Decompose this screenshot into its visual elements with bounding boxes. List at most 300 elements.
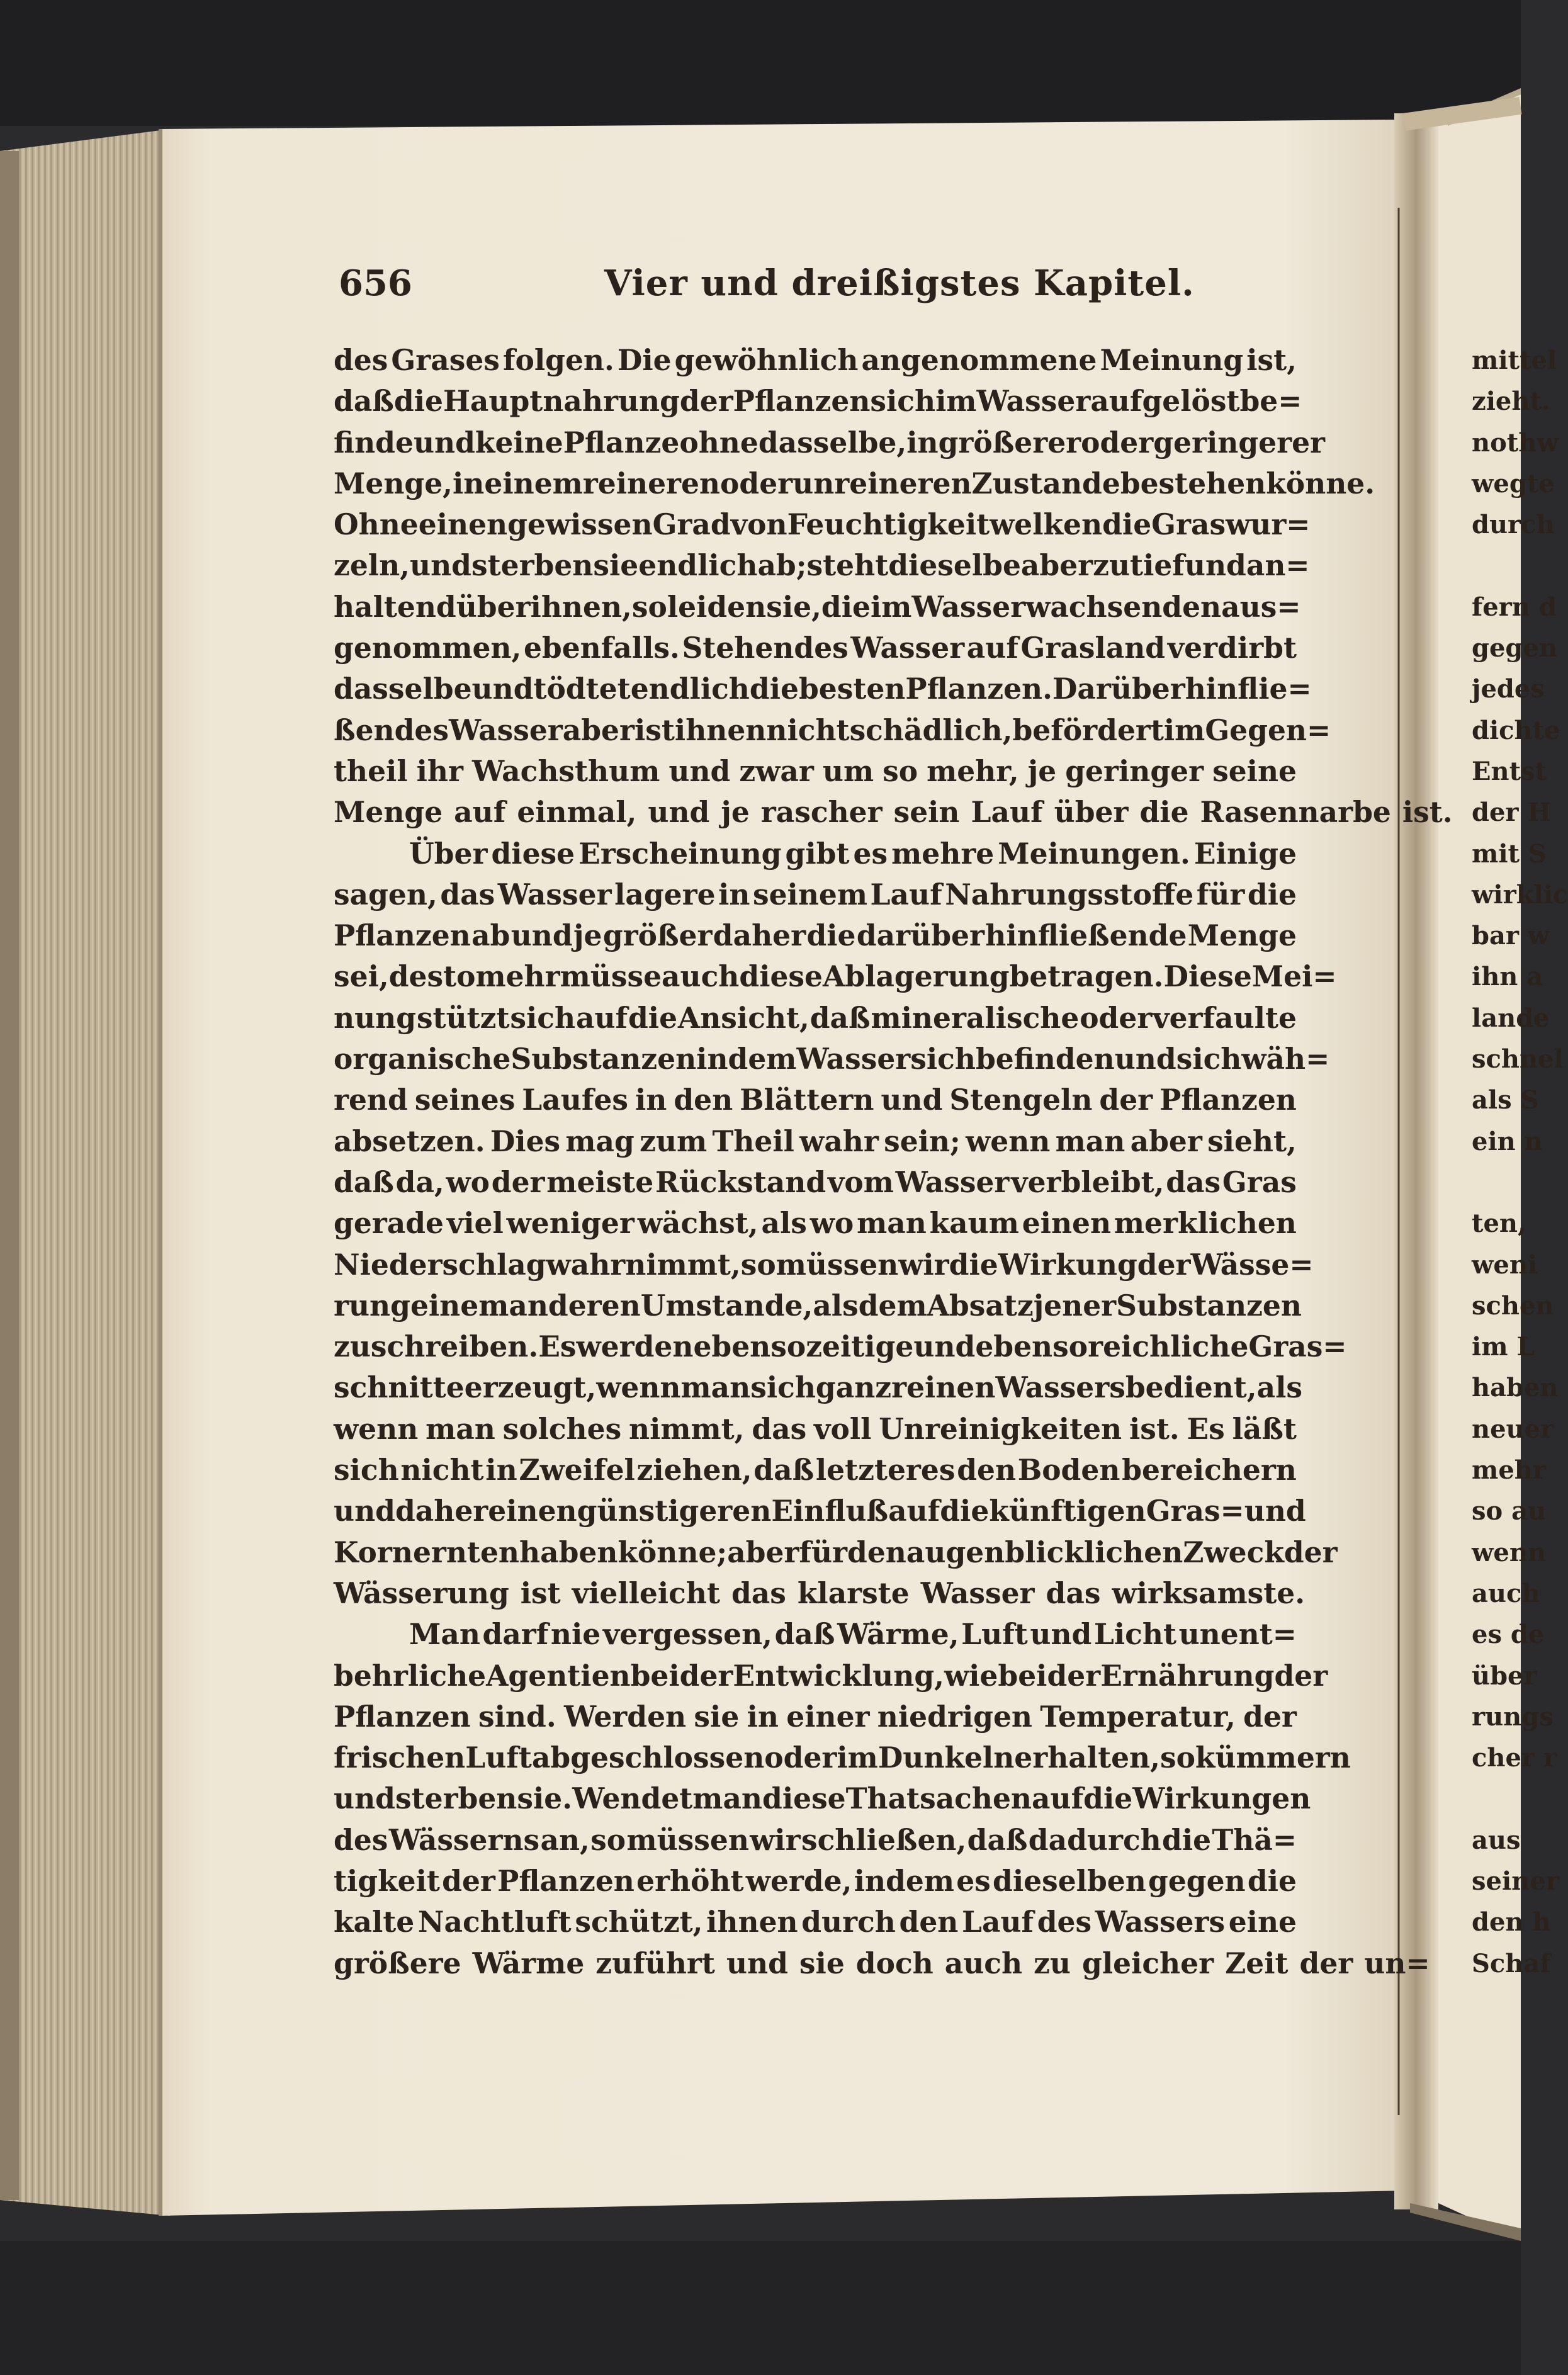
word: vergessen, [602, 1617, 773, 1652]
word: eben [693, 1329, 771, 1364]
word: ßendes [334, 713, 449, 747]
word: nicht [400, 1453, 484, 1487]
word: sie. [517, 1781, 573, 1816]
word: Dunkeln [877, 1740, 1015, 1775]
word: sich [1176, 1042, 1242, 1076]
text-line [334, 792, 1453, 833]
word: von [730, 507, 787, 542]
word: Ernährung [1100, 1658, 1275, 1693]
word: Substanzen [510, 1042, 697, 1076]
paragraph [334, 340, 1453, 833]
word: weniger [506, 1206, 635, 1241]
text-line [334, 1778, 1311, 1819]
word: so [631, 589, 667, 624]
word: sein; [884, 1124, 961, 1158]
margin-fragment: mit S [1472, 838, 1547, 869]
word: Zweck [1183, 1535, 1284, 1569]
word: un= [1364, 1946, 1430, 1980]
word: künftigen [989, 1494, 1146, 1528]
word: ist, [1246, 343, 1297, 377]
word: sich [510, 1000, 576, 1035]
word: sich [334, 1453, 399, 1487]
word: abgeschlossen [531, 1740, 765, 1775]
word: je [721, 795, 750, 830]
word: der [1099, 1083, 1153, 1117]
word: gerade [334, 1206, 444, 1241]
word: könne. [1266, 466, 1375, 500]
word: zeln, [334, 548, 410, 583]
word: für [799, 1535, 848, 1569]
word: Es [538, 1329, 577, 1364]
word: erhöht [636, 1863, 744, 1898]
word: diese [762, 1781, 846, 1816]
word: mehre [891, 836, 995, 871]
word: die [806, 918, 856, 953]
word: Wassers [1095, 1905, 1226, 1939]
word: sich [910, 1042, 976, 1076]
word: Meinungen. [998, 836, 1190, 871]
word: klarste [797, 1576, 910, 1610]
word: Grases [391, 343, 500, 377]
margin-fragment: ein n [1472, 1126, 1543, 1156]
word: Menge [334, 795, 443, 830]
word: tief [1130, 548, 1185, 583]
word: größerer [938, 425, 1081, 460]
margin-fragment: dichte [1472, 715, 1560, 745]
text-line [334, 463, 1375, 504]
word: Wasser [448, 713, 563, 747]
word: wo [809, 1206, 854, 1241]
word: befördert [1012, 713, 1164, 747]
word: finde [334, 425, 414, 460]
word: verdirbt [1167, 631, 1297, 665]
word: sei, [334, 959, 389, 994]
word: im [1163, 713, 1205, 747]
word: wie [944, 1658, 998, 1693]
word: Licht [1093, 1617, 1176, 1652]
word: ohne [679, 425, 759, 460]
word: mehr, [927, 753, 1019, 788]
word: daß [774, 1617, 835, 1652]
word: das [1166, 1165, 1221, 1199]
word: Wärme, [837, 1617, 959, 1652]
word: das [440, 877, 495, 911]
word: ist [520, 1576, 561, 1610]
word: Pflanzen [334, 918, 471, 953]
margin-fragment: zieht. [1472, 386, 1550, 417]
margin-fragment [1472, 1778, 1521, 1819]
word: tigkeit [334, 1863, 440, 1898]
text-line [334, 1162, 1297, 1203]
word: sie, [766, 589, 821, 624]
word: bei [998, 1658, 1047, 1693]
word: ziehen, [636, 1453, 752, 1487]
page-stack-edge [0, 129, 170, 2216]
word: kalte [334, 1905, 415, 1939]
word: ab [471, 918, 510, 953]
word: gegen [1148, 1863, 1246, 1898]
word: sagen, [334, 877, 437, 911]
word: schnitte [334, 1370, 465, 1405]
word: daß [334, 384, 394, 419]
word: kümmern [1195, 1740, 1351, 1775]
word: und [726, 1946, 788, 1980]
text-line [334, 1326, 1347, 1367]
margin-fragment: auch [1472, 1578, 1540, 1608]
word: sie [694, 1699, 740, 1734]
word: sie [593, 548, 639, 583]
word: man [1055, 1124, 1125, 1158]
word: die [821, 589, 871, 624]
word: daß [809, 1000, 871, 1035]
word: ist. [1402, 795, 1453, 830]
word: Rasennarbe [1200, 795, 1391, 830]
word: wirksamste. [1112, 1576, 1306, 1610]
word: keine [475, 425, 563, 460]
word: rend [334, 1083, 408, 1117]
word: Gegen= [1205, 713, 1331, 747]
word: Wasser [895, 1165, 1010, 1199]
word: Pflanzen [1159, 1083, 1297, 1117]
word: Luft [465, 1740, 532, 1775]
word: und [471, 672, 534, 706]
word: endlich [630, 672, 750, 706]
word: sich [870, 384, 936, 419]
word: da, [395, 1165, 444, 1199]
word: gibt [785, 836, 850, 871]
word: und [1244, 1494, 1306, 1528]
word: es [853, 836, 888, 871]
word: endlich [638, 548, 758, 583]
word: Ohne [334, 507, 419, 542]
word: auch [662, 959, 740, 994]
word: wenn [966, 1124, 1051, 1158]
margin-fragment: im L [1472, 1332, 1535, 1362]
word: so [1052, 1329, 1088, 1364]
text-line [334, 381, 1302, 422]
word: reinen [891, 1370, 996, 1405]
margin-fragment [1472, 545, 1521, 586]
word: aber [727, 1535, 799, 1569]
word: über [1054, 795, 1129, 830]
word: der [1137, 1247, 1191, 1282]
word: Wasser [796, 1042, 911, 1076]
word: wir [898, 1247, 949, 1282]
word: Stengeln [949, 1083, 1093, 1117]
word: letzteres [815, 1453, 956, 1487]
word: ihnen [674, 713, 767, 747]
word: mag [565, 1124, 635, 1158]
text-line [334, 587, 1301, 628]
word: Wachsthum [472, 753, 660, 788]
text-line [334, 874, 1297, 915]
word: als [1256, 1370, 1302, 1405]
word: müsse [560, 959, 662, 994]
word: aus= [1221, 589, 1301, 624]
word: könne; [618, 1535, 728, 1569]
word: ist. [1129, 1411, 1180, 1446]
word: Ansicht, [677, 1000, 809, 1035]
word: wäh= [1241, 1042, 1330, 1076]
word: voll [814, 1411, 872, 1446]
word: der [1243, 1699, 1297, 1734]
word: aber [1130, 1124, 1202, 1158]
word: je [573, 918, 602, 953]
word: der [1283, 1535, 1338, 1569]
word: erhalten, [1014, 1740, 1160, 1775]
word: sterben [395, 1781, 517, 1816]
word: zuführt [595, 1946, 715, 1980]
word: Wassers [995, 1370, 1125, 1405]
text-line [334, 751, 1297, 792]
word: zwar [739, 753, 814, 788]
word: wenn [596, 1370, 681, 1405]
word: ganz [815, 1370, 892, 1405]
word: Menge [1187, 918, 1297, 953]
word: Zustande [971, 466, 1120, 500]
page-number: 656 [339, 262, 412, 304]
word: anderen [509, 1288, 641, 1323]
word: daß [334, 1165, 394, 1199]
margin-fragment: lande [1472, 1003, 1550, 1033]
word: eine [1228, 1905, 1297, 1939]
word: Wasser [976, 384, 1091, 419]
word: sieht, [1207, 1124, 1297, 1158]
word: müssen [626, 1822, 749, 1857]
word: einem [410, 1288, 509, 1323]
word: an= [1246, 548, 1310, 583]
word: nimmt, [629, 1411, 745, 1446]
word: Pflanze [563, 425, 680, 460]
word: und [334, 1494, 395, 1528]
word: daß [753, 1453, 815, 1487]
word: reineren [582, 466, 721, 500]
margin-fragment: gegen [1472, 633, 1557, 663]
margin-fragment: so au [1472, 1496, 1547, 1526]
text-line [334, 1656, 1328, 1696]
word: Temperatur, [1040, 1699, 1236, 1734]
word: Gras= [1146, 1494, 1244, 1528]
word: das [752, 1411, 807, 1446]
word: verbleibt, [1011, 1165, 1165, 1199]
word: je [1027, 753, 1057, 788]
word: an, [540, 1822, 590, 1857]
word: Wirkung [998, 1247, 1137, 1282]
text-line [334, 628, 1297, 668]
word: kaum [929, 1206, 1019, 1241]
word: darüber [856, 918, 984, 953]
word: Feuchtigkeit [787, 507, 990, 542]
text-line [334, 1039, 1330, 1080]
word: haben [519, 1535, 618, 1569]
text-line [334, 956, 1337, 997]
margin-fragment: rungs [1472, 1701, 1554, 1732]
word: Einige [1193, 836, 1297, 871]
text-line [334, 1080, 1297, 1120]
word: die [393, 384, 443, 419]
word: die [749, 672, 799, 706]
word: die [1247, 877, 1297, 911]
word: in [453, 466, 485, 500]
word: hinflie= [1185, 672, 1312, 706]
word: werden [576, 1329, 694, 1364]
word: organische [334, 1042, 511, 1076]
word: auf [575, 1000, 628, 1035]
word: welken [990, 507, 1103, 542]
word: unent= [1178, 1617, 1297, 1652]
word: Pflanzen [733, 384, 871, 419]
word: die [1083, 1781, 1133, 1816]
word: der [1299, 1946, 1353, 1980]
word: das [731, 1576, 786, 1610]
word: betragen. [1009, 959, 1164, 994]
margin-fragment: durch [1472, 510, 1555, 540]
word: den [957, 1453, 1017, 1487]
word: dasselbe, [758, 425, 907, 460]
word: Nachtluft [417, 1905, 572, 1939]
word: im [870, 589, 912, 624]
word: in [906, 425, 939, 460]
word: so [1159, 1740, 1195, 1775]
text-line [334, 422, 1325, 463]
word: man [857, 1206, 927, 1241]
word: Nahrungsstoffe [945, 877, 1194, 911]
word: in [747, 1699, 779, 1734]
word: seines [414, 1083, 516, 1117]
word: die [1102, 507, 1152, 542]
word: Unreinigkeiten [879, 1411, 1122, 1446]
margin-fragment: cher r [1472, 1743, 1557, 1773]
margin-fragment: fern d [1472, 592, 1557, 622]
margin-fragment: aus [1472, 1825, 1521, 1855]
word: mineralische [871, 1000, 1080, 1035]
text-line [334, 1285, 1302, 1326]
word: genommen, [334, 631, 522, 665]
margin-fragment: seiner [1472, 1866, 1559, 1896]
word: Einfluß [771, 1494, 889, 1528]
word: geringer [1065, 753, 1204, 788]
word: Man [409, 1617, 480, 1652]
word: zeitige [806, 1329, 914, 1364]
word: Hauptnahrung [443, 384, 680, 419]
word: Laufes [522, 1083, 628, 1117]
word: Zeit [1225, 1946, 1289, 1980]
word: Erscheinung [578, 836, 782, 871]
word: Über [409, 836, 488, 871]
word: die [940, 1494, 990, 1528]
paragraph [334, 833, 1347, 1615]
word: in [485, 1453, 517, 1487]
word: Zweifel [519, 1453, 635, 1487]
word: auf [966, 631, 1018, 665]
word: solches [502, 1411, 622, 1446]
word: wenn [334, 1411, 419, 1446]
word: Wendet [572, 1781, 693, 1816]
word: sein [893, 795, 960, 830]
word: Werden [563, 1699, 687, 1734]
word: behrliche [334, 1658, 487, 1693]
word: Lauf [870, 877, 942, 911]
word: wachsenden [1025, 589, 1222, 624]
word: dieselbe [888, 548, 1021, 583]
word: merklichen [1114, 1206, 1297, 1241]
word: schützt, [575, 1905, 703, 1939]
word: stützt [416, 1000, 510, 1035]
text-line [334, 1614, 1297, 1655]
word: Boden [1017, 1453, 1120, 1487]
word: ihnen, [530, 589, 632, 624]
margin-fragment: Entst [1472, 756, 1547, 786]
word: auf [1032, 1781, 1084, 1816]
word: Grasland [1020, 631, 1166, 665]
word: dasselbe [334, 672, 472, 706]
word: so [883, 753, 918, 788]
word: das [1046, 1576, 1101, 1610]
word: der [679, 1658, 733, 1693]
page-body-text [334, 340, 1453, 1984]
word: einer [786, 1699, 870, 1734]
margin-fragment: weni [1472, 1250, 1538, 1280]
word: aufgelöst [1090, 384, 1240, 419]
word: man [680, 1370, 751, 1405]
word: rung [334, 1288, 410, 1323]
word: läßt [1232, 1411, 1297, 1446]
word: gleicher [1082, 1946, 1214, 1980]
word: haltend [334, 589, 456, 624]
word: die [949, 1247, 998, 1282]
text-line [334, 1861, 1297, 1902]
word: jener [1033, 1288, 1117, 1323]
word: und [881, 1083, 943, 1117]
word: wahr [799, 1124, 879, 1158]
text-line [334, 833, 1297, 874]
margin-fragment: schnel [1472, 1044, 1564, 1075]
word: wahrnimmt, [546, 1247, 741, 1282]
word: leiden [667, 589, 767, 624]
text-line [334, 1244, 1314, 1285]
word: größere [334, 1946, 461, 1980]
word: und [510, 918, 573, 953]
word: man [426, 1411, 495, 1446]
word: der [1047, 1658, 1101, 1693]
word: die [1139, 795, 1189, 830]
word: vielleicht [572, 1576, 720, 1610]
word: zum [640, 1124, 708, 1158]
word: durch [801, 1905, 896, 1939]
word: Wasser [497, 877, 612, 911]
text-line [334, 1532, 1338, 1573]
word: über [456, 589, 531, 624]
word: einem [484, 466, 583, 500]
word: Gras= [1248, 1329, 1347, 1364]
text-line [334, 1450, 1297, 1491]
word: Pflanzen. [905, 672, 1052, 706]
word: niedrigen [877, 1699, 1033, 1734]
margin-fragment: Schaf [1472, 1948, 1551, 1978]
word: mehr [475, 959, 560, 994]
word: die [628, 1000, 678, 1035]
margin-fragment: bar w [1472, 921, 1550, 951]
word: auf [454, 795, 506, 830]
word: Die [617, 343, 672, 377]
word: so [740, 1247, 776, 1282]
word: dadurch [1028, 1822, 1161, 1857]
word: schließen, [801, 1822, 967, 1857]
word: Wasser [920, 1576, 1035, 1610]
word: so [590, 1822, 626, 1857]
word: diese [739, 959, 823, 994]
word: der [491, 1165, 545, 1199]
